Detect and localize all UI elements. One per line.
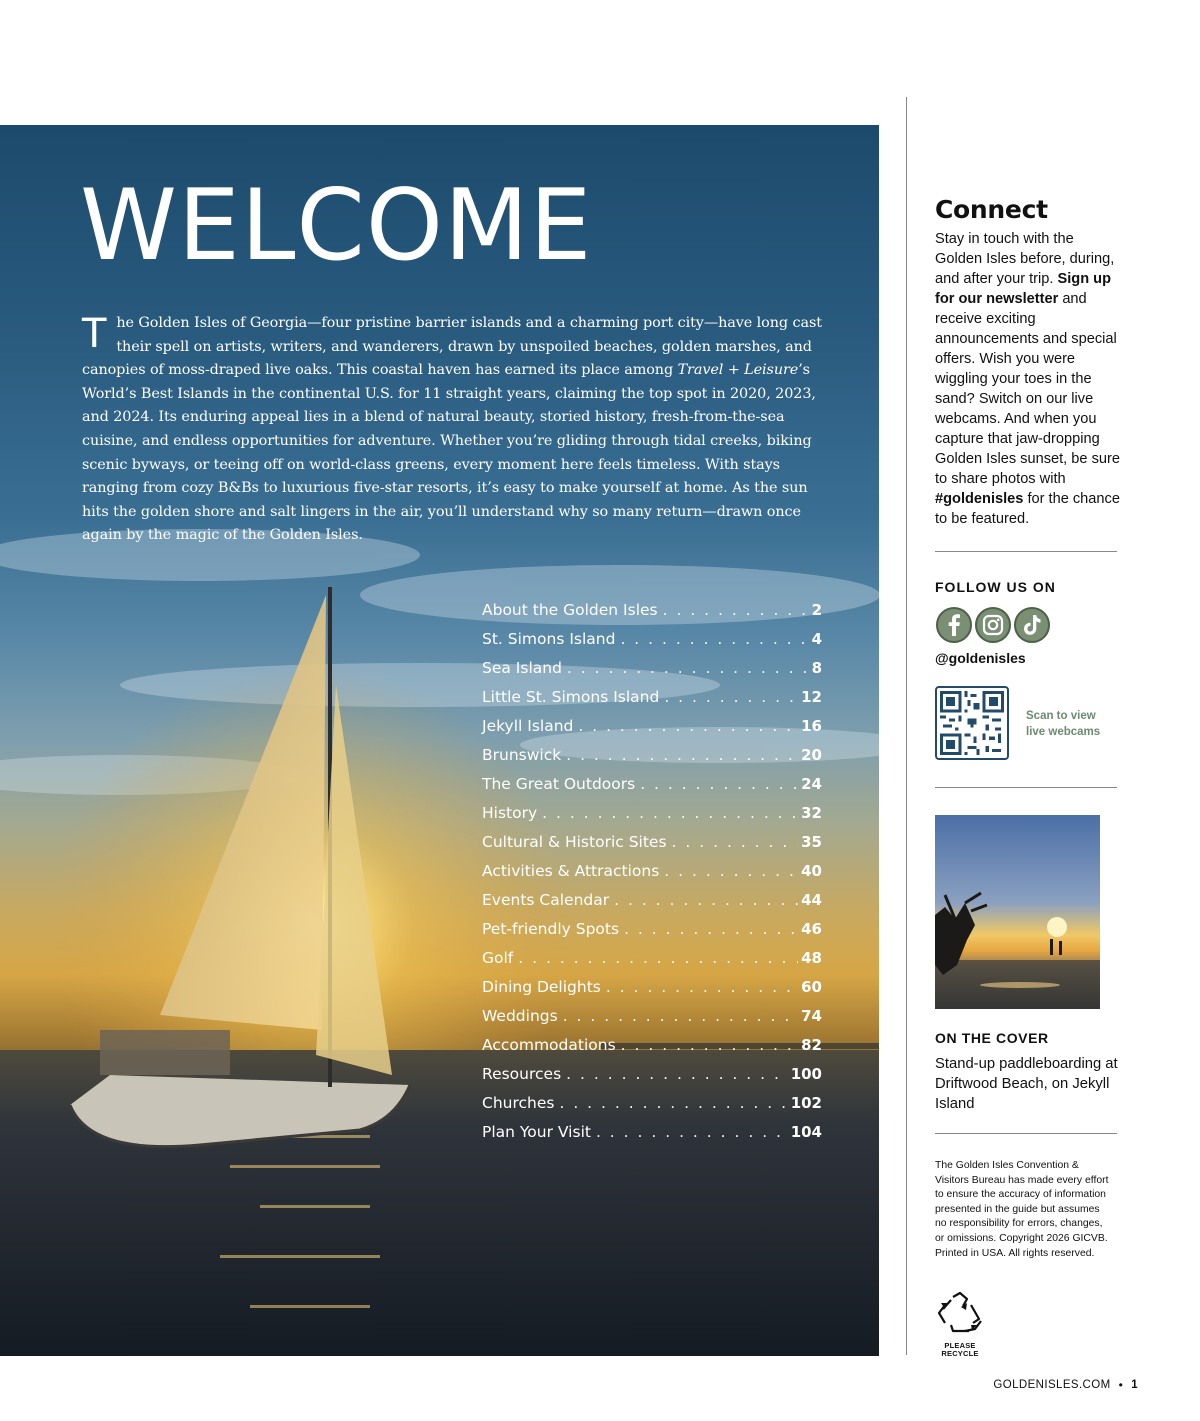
toc-leader-dots [567, 659, 809, 677]
toc-item[interactable] [482, 630, 822, 659]
toc-page-number: 24 [801, 775, 822, 793]
hero-photo-panel [0, 125, 879, 1356]
toc-page-number: 82 [801, 1036, 822, 1054]
toc-page-number: 35 [801, 833, 822, 851]
divider [935, 787, 1117, 788]
connect-text-2: and receive exciting announcements and special offers. Wish you were wiggling your toes in the sand? Switch on our live webcams. And when you capture that jaw-dropping Golden Isles sunset, be sure to share photos with [935, 291, 1120, 487]
toc-item[interactable] [482, 1007, 822, 1036]
toc-label: The Great Outdoors [482, 775, 636, 793]
follow-heading: FOLLOW US ON [935, 579, 1056, 595]
toc-page-number: 16 [801, 717, 822, 735]
toc-leader-dots [566, 746, 798, 764]
qr-code[interactable] [935, 686, 1009, 760]
facebook-icon[interactable] [936, 607, 972, 643]
toc-page-number: 32 [801, 804, 822, 822]
toc-page-number: 102 [790, 1094, 822, 1112]
page-number: 1 [1131, 1379, 1138, 1391]
footer-site-url[interactable]: GOLDENISLES.COM [993, 1379, 1111, 1391]
hashtag: #goldenisles [935, 491, 1024, 507]
toc-item[interactable] [482, 891, 822, 920]
toc-item[interactable] [482, 1065, 822, 1094]
connect-text-1: Stay in touch with the Golden Isles before, during, and after your trip. [935, 231, 1115, 287]
cover-caption: Stand-up paddleboarding at Driftwood Beach, on Jekyll Island [935, 1056, 1118, 1112]
toc-label: Cultural & Historic Sites [482, 833, 667, 851]
toc-item[interactable] [482, 601, 822, 630]
intro-italic: Travel + Leisure [677, 362, 799, 379]
toc-label: Sea Island [482, 659, 562, 677]
newsletter-link[interactable]: Sign up for our newsletter [935, 271, 1112, 307]
toc-leader-dots [620, 630, 808, 648]
toc-leader-dots [664, 688, 798, 706]
toc-item[interactable] [482, 862, 822, 891]
toc-page-number: 104 [790, 1123, 822, 1141]
toc-page-number: 2 [811, 601, 822, 619]
footer-bullet: • [1118, 1378, 1124, 1392]
cover-photo [935, 815, 1100, 1009]
toc-item[interactable] [482, 1123, 822, 1152]
recycle-label-2: RECYCLE [941, 1349, 979, 1358]
toc-page-number: 44 [801, 891, 822, 909]
toc-page-number: 60 [801, 978, 822, 996]
connect-text [935, 229, 1120, 529]
toc-page-number: 48 [801, 949, 822, 967]
toc-leader-dots [640, 775, 798, 793]
toc-leader-dots [624, 920, 798, 938]
toc-item[interactable] [482, 949, 822, 978]
toc-item[interactable] [482, 717, 822, 746]
toc-leader-dots [614, 891, 798, 909]
toc-label: Golf [482, 949, 514, 967]
intro-paragraph [82, 312, 832, 548]
tiktok-icon[interactable] [1014, 607, 1050, 643]
toc-label: Accommodations [482, 1036, 616, 1054]
recycle-label-1: PLEASE [944, 1341, 976, 1350]
toc-leader-dots [596, 1123, 788, 1141]
toc-leader-dots [621, 1036, 798, 1054]
toc-label: Pet-friendly Spots [482, 920, 620, 938]
toc-item[interactable] [482, 978, 822, 1007]
toc-label: Churches [482, 1094, 555, 1112]
toc-page-number: 4 [811, 630, 822, 648]
page-footer [993, 1378, 1138, 1392]
toc-item[interactable] [482, 920, 822, 949]
toc-page-number: 100 [790, 1065, 822, 1083]
cover-heading: ON THE COVER [935, 1030, 1049, 1046]
toc-leader-dots [518, 949, 798, 967]
toc-label: Activities & Attractions [482, 862, 660, 880]
toc-leader-dots [578, 717, 798, 735]
toc-leader-dots [566, 1065, 788, 1083]
toc-label: History [482, 804, 538, 822]
toc-page-number: 40 [801, 862, 822, 880]
connect-text-3: for the chance to be featured. [935, 491, 1120, 527]
toc-page-number: 74 [801, 1007, 822, 1025]
toc-item[interactable] [482, 1036, 822, 1065]
instagram-icon[interactable] [975, 607, 1011, 643]
social-handle[interactable]: @goldenisles [935, 650, 1026, 666]
social-icons [936, 607, 1050, 643]
toc-item[interactable] [482, 746, 822, 775]
recycle-badge [934, 1291, 986, 1358]
toc-label: Resources [482, 1065, 562, 1083]
toc-item[interactable] [482, 1094, 822, 1123]
toc-label: Brunswick [482, 746, 562, 764]
disclaimer: The Golden Isles Convention & Visitors Bureau has made every effort to ensure the accuracy of information presented in the guide but assumes no responsibility for errors, changes, or omissions. Copyright 2026 GICVB. Printed in USA. All rights reserved. [935, 1160, 1109, 1259]
toc-leader-dots [542, 804, 798, 822]
intro-text-1: he Golden Isles of Georgia—four pristine barrier islands and a charming port city—have long cast their spell on artists, writers, and wanderers, drawn by unspoiled beaches, golden marshes, and canopies of moss-draped live oaks. This coastal haven has earned its place among [82, 315, 822, 379]
toc-item[interactable] [482, 688, 822, 717]
intro-text-2: ’s World’s Best Islands in the continental U.S. for 11 straight years, claiming the top spot in 2020, 2023, and 2024. Its enduring appeal lies in a blend of natural beauty, storied history, fresh-from-the-sea cuisine, and endless opportunities for adventure. Whether you’re gliding through tidal creeks, biking scenic byways, or teeing off on world-class greens, every moment here feels timeless. With stays ranging from cozy B&Bs to luxurious five-star resorts, it’s easy to make yourself at home. As the sun hits the golden shore and salt lingers in the air, you’ll understand why so many return—drawn once again by the magic of the Golden Isles. [82, 362, 816, 544]
toc-label: Dining Delights [482, 978, 601, 996]
qr-caption: Scan to view live webcams [1026, 710, 1101, 738]
toc-item[interactable] [482, 833, 822, 862]
toc-label: Weddings [482, 1007, 558, 1025]
toc-page-number: 8 [811, 659, 822, 677]
vertical-divider [906, 97, 907, 1355]
connect-heading: Connect [935, 195, 1048, 224]
toc-leader-dots [563, 1007, 798, 1025]
table-of-contents [482, 601, 822, 1152]
toc-page-number: 46 [801, 920, 822, 938]
toc-label: Events Calendar [482, 891, 610, 909]
toc-leader-dots [606, 978, 798, 996]
toc-page-number: 12 [801, 688, 822, 706]
recycle-icon [935, 1291, 985, 1337]
toc-leader-dots [664, 862, 798, 880]
toc-item[interactable] [482, 659, 822, 688]
toc-label: St. Simons Island [482, 630, 616, 648]
toc-leader-dots [672, 833, 799, 851]
toc-leader-dots [663, 601, 809, 619]
toc-item[interactable] [482, 804, 822, 833]
welcome-title: WELCOME [80, 169, 593, 283]
toc-label: Plan Your Visit [482, 1123, 591, 1141]
toc-label: Little St. Simons Island [482, 688, 660, 706]
toc-label: About the Golden Isles [482, 601, 658, 619]
toc-label: Jekyll Island [482, 717, 574, 735]
toc-item[interactable] [482, 775, 822, 804]
toc-leader-dots [559, 1094, 787, 1112]
divider [935, 1133, 1117, 1134]
drop-cap: T [82, 311, 107, 357]
divider [935, 551, 1117, 552]
toc-page-number: 20 [801, 746, 822, 764]
